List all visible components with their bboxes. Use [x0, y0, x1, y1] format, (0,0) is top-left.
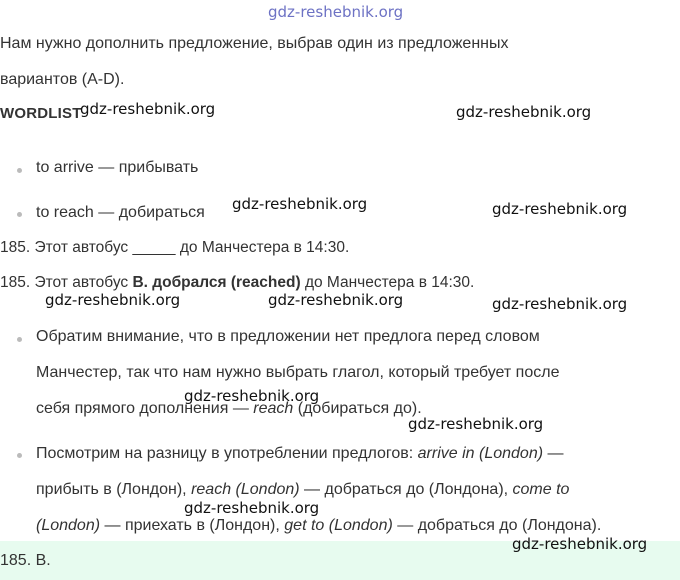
- answer-text: 185. B.: [0, 552, 51, 569]
- explanation-1-text-b: (добираться до).: [293, 400, 422, 417]
- bullet-dot-icon: [17, 453, 22, 458]
- question-text: 185. Этот автобус _____ до Манчестера в 14:30.: [0, 239, 350, 256]
- solution-prefix: 185. Этот автобус: [0, 274, 133, 291]
- wordlist-item-arrive: to arrive — прибывать: [36, 159, 199, 176]
- watermark: gdz-reshebnik.org: [80, 100, 216, 118]
- wordlist-item-reach: to reach — добираться: [36, 204, 205, 221]
- explanation-2-text-f: — добраться до (Лондона).: [392, 517, 602, 534]
- explanation-2-line-1: [36, 444, 564, 464]
- explanation-2-term-come: come to: [512, 481, 570, 498]
- explanation-1-text-a: себя прямого дополнения —: [36, 400, 254, 417]
- watermark: gdz-reshebnik.org: [184, 499, 320, 517]
- watermark: gdz-reshebnik.org: [268, 291, 404, 309]
- explanation-2-text-c: прибыть в (Лондон),: [36, 481, 192, 498]
- watermark: gdz-reshebnik.org: [492, 295, 628, 313]
- intro-line-2: вариантов (A-D).: [0, 71, 125, 88]
- explanation-2-text-e: — приехать в (Лондон),: [100, 517, 285, 534]
- bullet-dot-icon: [17, 168, 22, 173]
- explanation-2-text-b: —: [543, 445, 564, 462]
- explanation-2-term-london: (London): [36, 517, 101, 534]
- solution-suffix: до Манчестера в 14:30.: [300, 274, 475, 291]
- explanation-1-line-1: Обратим внимание, что в предложении нет предлога перед словом: [36, 328, 540, 345]
- explanation-2-text-d: — добраться до (Лондона),: [299, 481, 513, 498]
- watermark: gdz-reshebnik.org: [512, 535, 648, 553]
- watermark-top: gdz-reshebnik.org: [268, 3, 404, 21]
- explanation-2-line-3: [36, 516, 601, 536]
- explanation-2-line-2: [36, 480, 569, 500]
- bullet-dot-icon: [17, 212, 22, 217]
- wordlist-title: WORDLIST: [0, 105, 82, 122]
- watermark: gdz-reshebnik.org: [45, 291, 181, 309]
- watermark: gdz-reshebnik.org: [408, 415, 544, 433]
- watermark: gdz-reshebnik.org: [492, 200, 628, 218]
- bullet-dot-icon: [17, 337, 22, 342]
- watermark: gdz-reshebnik.org: [456, 103, 592, 121]
- explanation-1-term: reach: [253, 400, 294, 417]
- solution-sentence: [0, 273, 474, 293]
- explanation-2-text-a: Посмотрим на разницу в употреблении предлогов:: [36, 445, 418, 462]
- explanation-2-term-reach: reach (London): [191, 481, 300, 498]
- watermark: gdz-reshebnik.org: [184, 387, 320, 405]
- explanation-2-term-get: get to (London): [284, 517, 393, 534]
- intro-line-1: Нам нужно дополнить предложение, выбрав один из предложенных: [0, 35, 509, 52]
- explanation-1-line-2: Манчестер, так что нам нужно выбрать глагол, который требует после: [36, 364, 560, 381]
- explanation-2-term-arrive: arrive in (London): [417, 445, 544, 462]
- solution-answer: B. добрался (reached): [132, 274, 301, 291]
- watermark: gdz-reshebnik.org: [232, 195, 368, 213]
